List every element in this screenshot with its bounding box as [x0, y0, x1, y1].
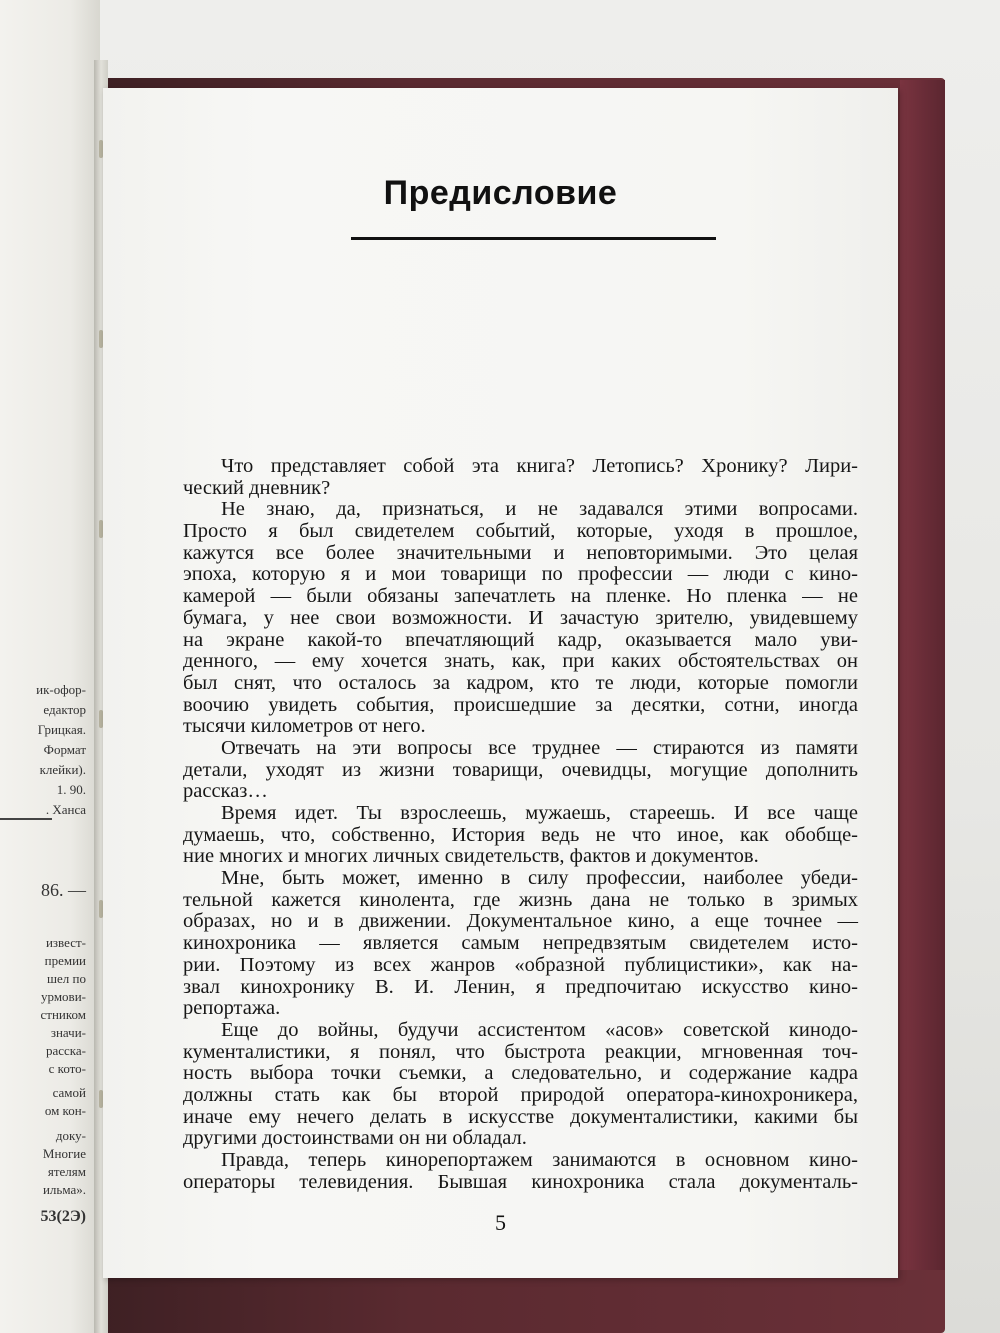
- left-page-line: урмови-: [41, 989, 86, 1004]
- left-page-line: извест-: [45, 935, 86, 950]
- text-line: кументалистики, я понял, что быстрота реакции, мгновенная точ-: [183, 1040, 858, 1063]
- text-line: Что представляет собой эта книга? Летопись? Хронику? Лири-: [221, 455, 858, 477]
- text-line: камерой — были обязаны запечатлеть на пленке. Но пленка — не: [183, 585, 858, 608]
- text-line: ние многих и многих личных свидетельств, фактов и документов.: [183, 845, 759, 868]
- left-page-line: Многие: [42, 1146, 86, 1161]
- text-line: ность выбора точки съемки, а следовательно, и содержание кадра: [183, 1062, 858, 1085]
- text-line: кинохроника — является самым непредвзятым свидетелем исто-: [183, 932, 858, 955]
- left-page-line: ильма».: [42, 1182, 86, 1197]
- text-line: Время идет. Ты взрослеешь, мужаешь, стареешь. И все чаще: [221, 802, 858, 824]
- text-line: образах, но и в движении. Документальное кино, а еще точнее —: [183, 910, 858, 933]
- text-line: тысячи километров от него.: [183, 715, 426, 738]
- text-line: Еще до войны, будучи ассистентом «асов» советской кинодо-: [221, 1018, 858, 1041]
- text-line: был снят, что осталось за кадром, кто те люди, которые помогли: [183, 671, 858, 694]
- text-line: иначе ему нечего делать в искусстве документалистики, какими бы: [183, 1105, 858, 1128]
- text-line: денного, — ему хочется знать, как, при каких обстоятельствах он: [183, 650, 858, 673]
- text-line: воочию увидеть события, происшедшие за десятки, сотни, иногда: [183, 693, 858, 716]
- left-page-line: Грицкая.: [37, 722, 86, 737]
- left-page-line: клейки).: [39, 762, 86, 777]
- text-line: звал кинохронику В. И. Ленин, я предпочитаю искусство кино-: [183, 975, 858, 998]
- text-line: бумага, у нее свои возможности. И зачастую зрителю, увидевшему: [183, 606, 858, 629]
- book-page: [103, 88, 898, 1278]
- left-page-line: шел по: [47, 971, 86, 986]
- left-page-line: стником: [40, 1007, 86, 1022]
- left-page-rule: [0, 818, 52, 820]
- left-page-line: едактор: [43, 702, 86, 717]
- left-page-line: Формат: [43, 742, 86, 757]
- text-line: тельной кажется кинолента, где жизнь дана не только в зримых: [183, 888, 858, 911]
- left-page-line: ятелям: [47, 1164, 86, 1179]
- page-number: 5: [495, 1210, 506, 1235]
- text-line: Не знаю, да, признаться, и не задавался этими вопросами.: [221, 498, 858, 521]
- left-page-line: с кото-: [48, 1061, 86, 1076]
- left-page: [0, 0, 100, 1333]
- text-line: на экране какой-то впечатляющий кадр, оказывается мало уви-: [183, 628, 858, 651]
- text-line: кажутся все более значительными и неповторимыми. Это целая: [183, 541, 858, 564]
- left-page-line: значи-: [50, 1025, 86, 1040]
- left-page-line: . Хансa: [45, 802, 86, 817]
- text-line: Просто я был свидетелем событий, которые, уходя в прошлое,: [183, 520, 858, 543]
- left-page-line: доку-: [55, 1128, 86, 1143]
- left-page-line: самой: [52, 1085, 86, 1100]
- left-page-line: премии: [44, 953, 86, 968]
- left-page-line: 53(2Э): [40, 1208, 86, 1225]
- page-title: Предисловие: [383, 174, 618, 212]
- text-line: эпоха, которую я и мои товарищи по профессии — люди с кино-: [183, 563, 858, 586]
- text-line: должны стать как бы второй природой оператора-кинохроникера,: [183, 1083, 858, 1106]
- title-rule: [351, 237, 716, 240]
- text-line: Правда, теперь кинорепортажем занимаются в основном кино-: [221, 1149, 858, 1171]
- text-line: репортажа.: [183, 997, 281, 1020]
- text-line: рии. Поэтому из всех жанров «образной публицистики», как на-: [183, 953, 858, 976]
- left-page-line: 1. 90.: [56, 782, 86, 797]
- text-line: рассказ…: [183, 780, 268, 803]
- book-cover-edge: [900, 80, 945, 1270]
- body-text: [183, 456, 858, 1193]
- text-line: Мне, быть может, именно в силу профессии, наиболее убеди-: [221, 867, 858, 890]
- text-line: детали, уходят из жизни товарищи, очевидцы, могущие дополнить: [183, 758, 858, 781]
- left-page-line: расска-: [45, 1043, 86, 1058]
- text-line: операторы телевидения. Бывшая кинохроника стала документаль-: [183, 1170, 858, 1193]
- text-line: думаешь, что, собственно, История ведь не что иное, как обобще-: [183, 823, 858, 846]
- left-page-line: ом кон-: [44, 1103, 86, 1118]
- text-line: ческий дневник?: [183, 476, 331, 499]
- text-line: Отвечать на эти вопросы все труднее — стираются из памяти: [221, 736, 858, 759]
- left-page-line: 86. —: [41, 880, 86, 900]
- text-line: другими достоинствами он ни обладал.: [183, 1127, 527, 1150]
- left-page-line: ик-офор-: [36, 682, 86, 697]
